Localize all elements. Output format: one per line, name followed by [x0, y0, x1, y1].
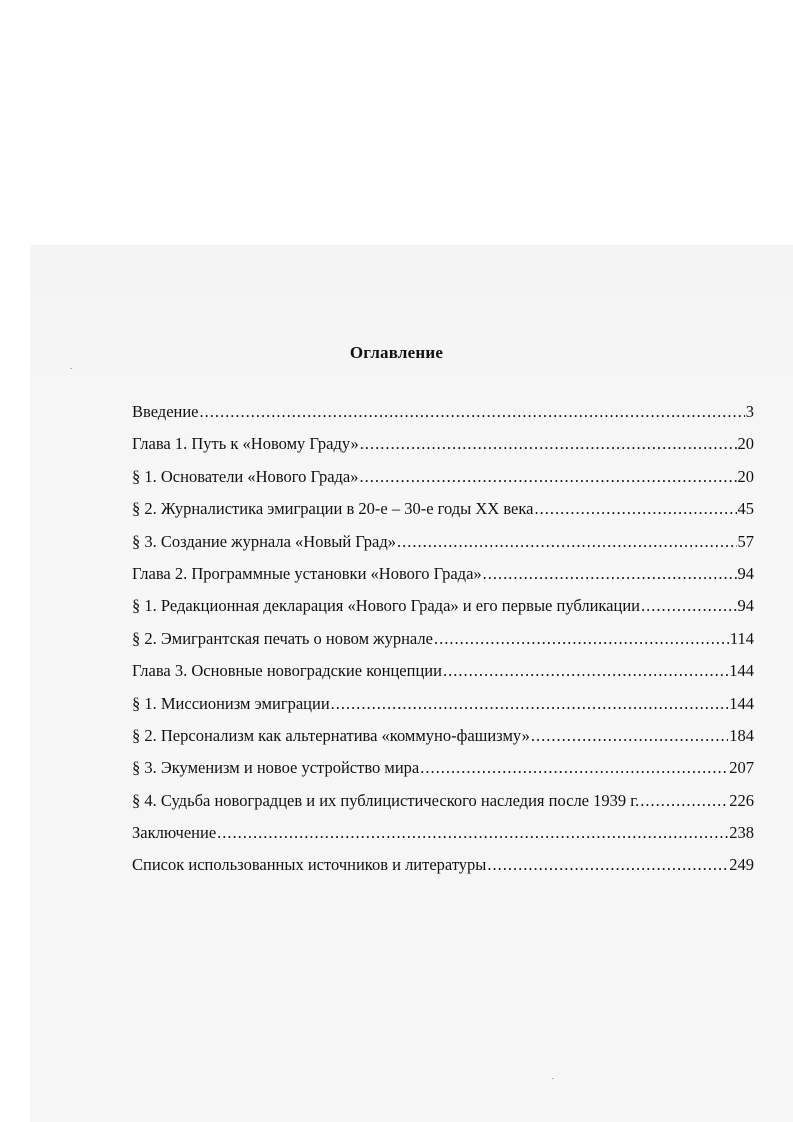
toc-dot-leader: [200, 402, 745, 422]
toc-dot-leader: [217, 823, 728, 843]
toc-entry-title: § 3. Экуменизм и новое устройство мира: [132, 758, 420, 778]
toc-entry-page: 57: [737, 531, 754, 551]
toc-entry: [132, 629, 754, 661]
scan-speck: [552, 1078, 554, 1079]
toc-entry-title: Список использованных источников и литературы: [132, 855, 487, 875]
toc-entry: [132, 596, 754, 628]
toc-entry-page: 20: [737, 466, 754, 486]
toc-dot-leader: [443, 661, 728, 681]
toc-dot-leader: [434, 629, 729, 649]
toc-dot-leader: [531, 726, 728, 746]
toc-entry-title: § 1. Миссионизм эмиграции: [132, 693, 330, 713]
toc-dot-leader: [640, 791, 728, 811]
toc-entry-title: § 2. Журналистика эмиграции в 20-е – 30-е годы XX века: [132, 499, 534, 519]
toc-dot-leader: [360, 467, 737, 487]
toc-dot-leader: [641, 596, 737, 616]
toc-entry-title: Введение: [132, 402, 199, 421]
toc-entry-page: 20: [737, 434, 754, 454]
toc-entry-title: § 1. Редакционная декларация «Нового Града» и его первые публикации: [132, 596, 640, 616]
toc-entry: [132, 726, 754, 758]
toc-entry: [132, 791, 754, 823]
toc-dot-leader: [397, 532, 736, 552]
toc-dot-leader: [331, 694, 729, 714]
toc-entry-title: § 3. Создание журнала «Новый Град»: [132, 531, 397, 551]
toc-entry: [132, 532, 754, 564]
toc-entry-title: Глава 3. Основные новоградские концепции: [132, 661, 442, 681]
toc-entry-title: § 2. Эмигрантская печать о новом журнале: [132, 628, 433, 648]
toc-dot-leader: [534, 499, 736, 519]
toc-entry: [132, 467, 754, 499]
toc-entry-page: 226: [729, 790, 754, 810]
toc-entry-page: 144: [729, 693, 754, 713]
toc-dot-leader: [483, 564, 737, 584]
toc-entry-title: Глава 1. Путь к «Новому Граду»: [132, 434, 359, 454]
toc-entry: [132, 823, 754, 855]
toc-entry-title: Глава 2. Программные установки «Нового Града»: [132, 563, 482, 583]
toc-entry-title: § 2. Персонализм как альтернатива «коммуно-фашизму»: [132, 725, 530, 745]
toc-entry-page: 94: [737, 563, 754, 583]
toc-entry-page: 144: [729, 661, 754, 681]
toc-entry: [132, 661, 754, 693]
toc-entry-title: Заключение: [132, 823, 217, 843]
table-of-contents: [132, 402, 754, 888]
toc-entry-title: § 1. Основатели «Нового Града»: [132, 466, 359, 486]
toc-entry-page: 238: [729, 823, 754, 843]
toc-entry-page: 184: [729, 725, 754, 745]
toc-entry: [132, 402, 754, 434]
toc-entry-title: § 4. Судьба новоградцев и их публицистического наследия после 1939 г.: [132, 790, 640, 810]
toc-entry-page: 45: [737, 499, 754, 519]
toc-entry-page: 94: [737, 596, 754, 616]
page-title: Оглавление: [349, 343, 444, 362]
toc-dot-leader: [487, 855, 728, 875]
toc-dot-leader: [360, 434, 737, 454]
toc-entry-page: 114: [729, 628, 754, 648]
toc-entry-page: 249: [729, 855, 754, 875]
scan-speck: [70, 368, 72, 369]
toc-entry-page: 3: [745, 402, 754, 421]
toc-dot-leader: [420, 758, 728, 778]
toc-entry: [132, 564, 754, 596]
toc-entry-page: 207: [729, 758, 754, 778]
toc-entry: [132, 855, 754, 887]
toc-entry: [132, 499, 754, 531]
toc-entry: [132, 758, 754, 790]
toc-entry: [132, 694, 754, 726]
toc-entry: [132, 434, 754, 466]
